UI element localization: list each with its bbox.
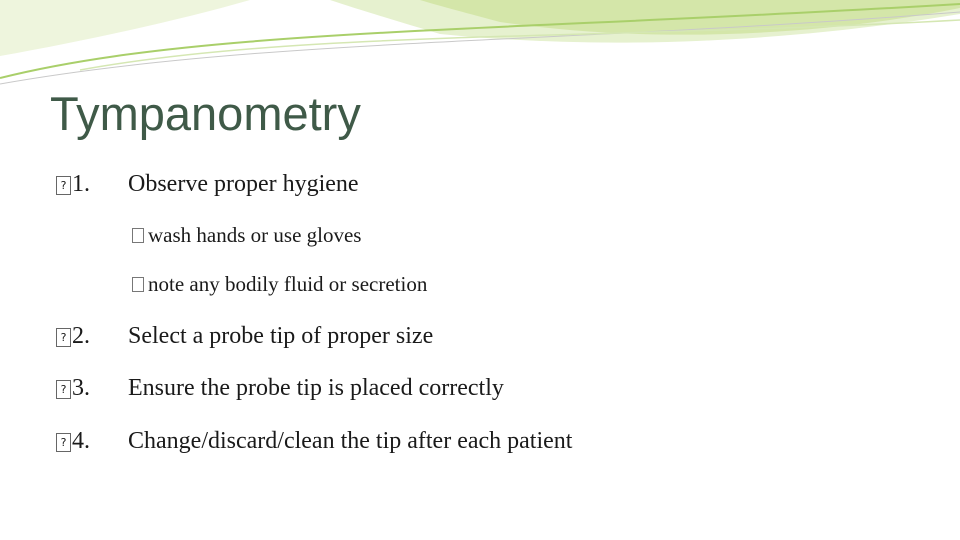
list-item-2 xyxy=(0,321,960,351)
missing-glyph-icon: ? xyxy=(56,380,71,399)
item-number-4: ? 4. xyxy=(56,426,90,456)
item-number-1: ? 1. xyxy=(56,169,90,199)
missing-glyph-icon: ? xyxy=(56,176,71,195)
sub-item-2: note any bodily fluid or secretion xyxy=(132,271,427,297)
missing-glyph-icon: ? xyxy=(56,433,71,452)
list-item-1 xyxy=(0,169,960,199)
item-text-4: Change/discard/clean the tip after each patient xyxy=(128,428,573,454)
sub-bullet-icon xyxy=(132,277,144,292)
item-number-2: ? 2. xyxy=(56,321,90,351)
item-number-3: ? 3. xyxy=(56,373,90,403)
sub-item-1: wash hands or use gloves xyxy=(132,222,361,248)
header-swoosh-decoration xyxy=(0,0,960,100)
item-text-2: Select a probe tip of proper size xyxy=(128,323,434,349)
sub-bullet-icon xyxy=(132,228,144,243)
list-item-4 xyxy=(0,426,960,456)
list-item-3 xyxy=(0,373,960,403)
missing-glyph-icon: ? xyxy=(56,328,71,347)
item-text-3: Ensure the probe tip is placed correctly xyxy=(128,375,504,401)
slide-title: Tympanometry xyxy=(50,87,361,140)
item-text-1: Observe proper hygiene xyxy=(128,171,359,197)
